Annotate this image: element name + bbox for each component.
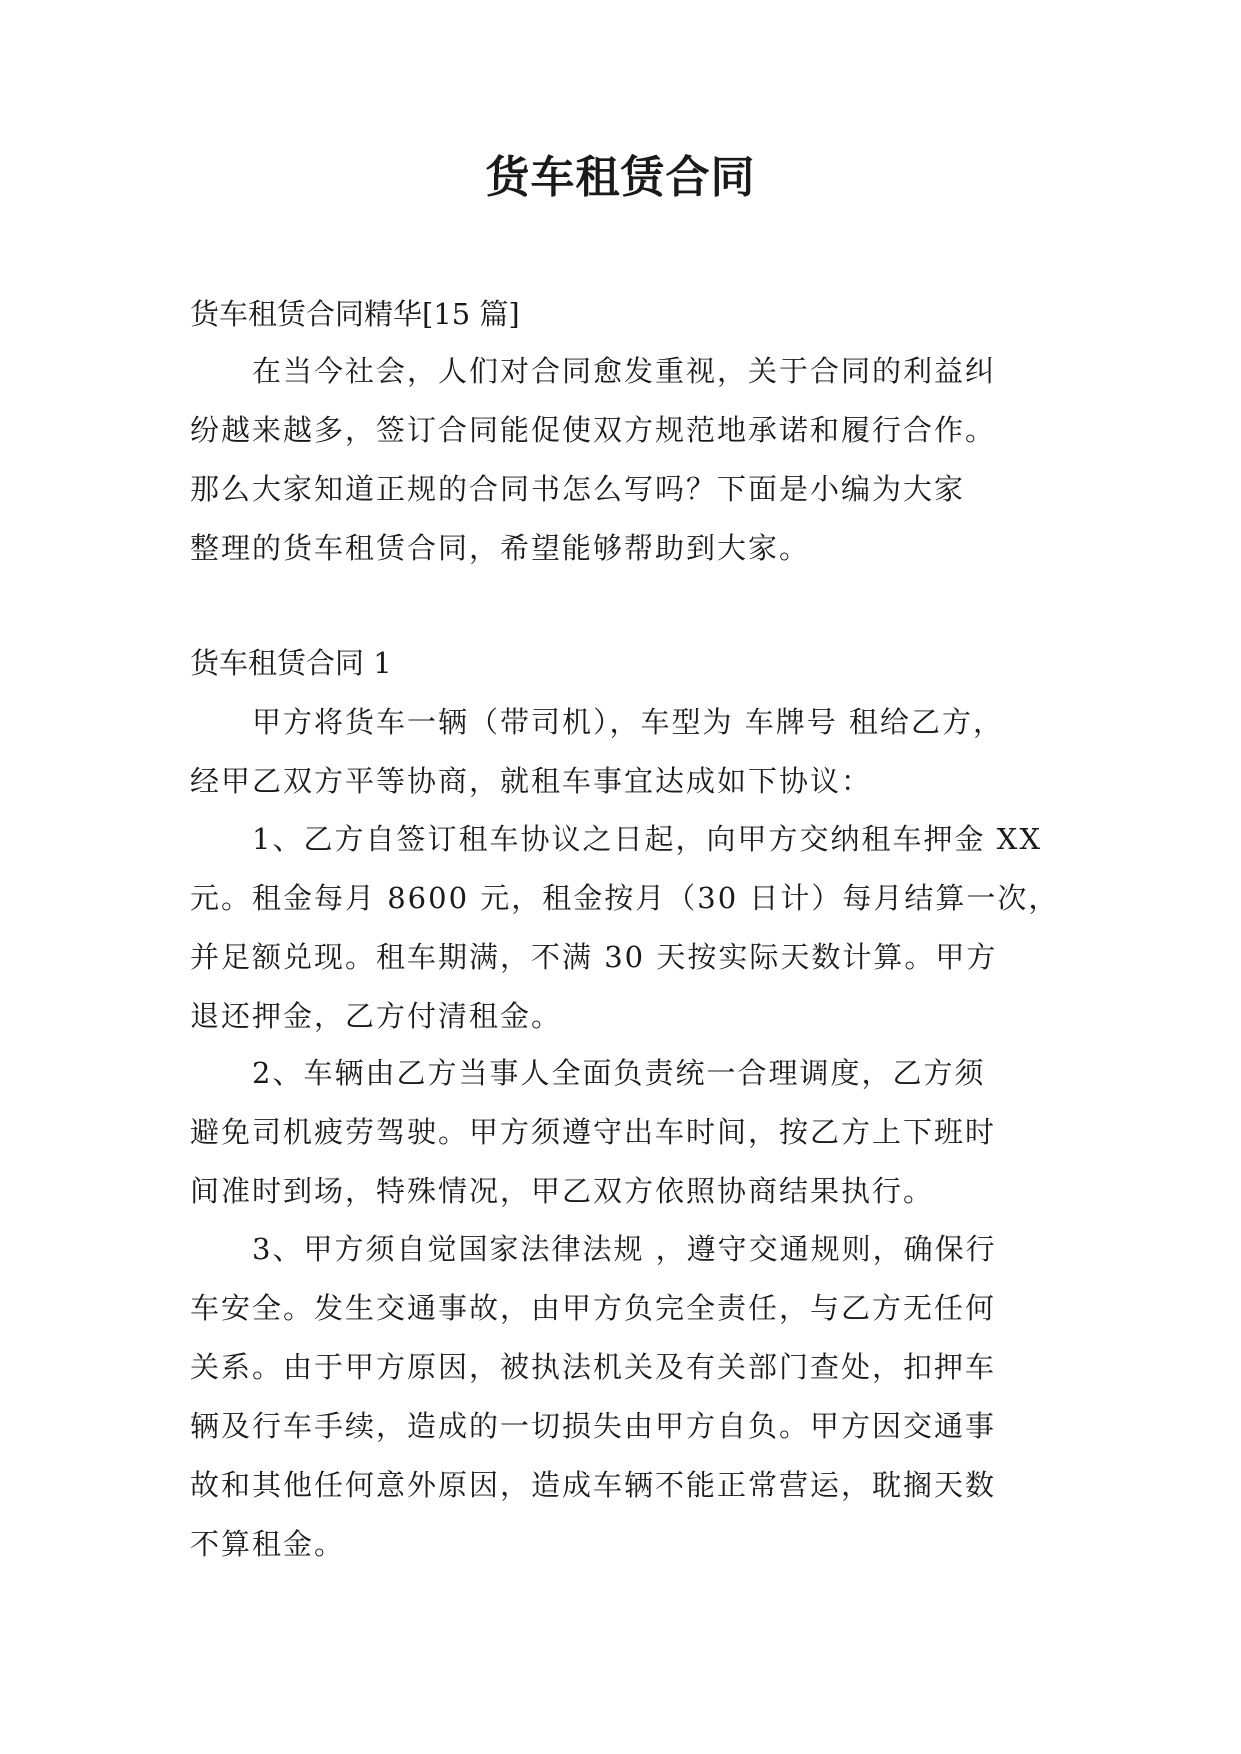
paragraph-line: 甲方将货车一辆（带司机），车型为 车牌号 租给乙方， — [252, 705, 1004, 739]
intro-paragraph — [190, 342, 1070, 578]
paragraph-line: 3、甲方须自觉国家法律法规 ，遵守交通规则，确保行 — [252, 1232, 997, 1266]
intro-line: 纷越来越多，签订合同能促使双方规范地承诺和履行合作。 — [190, 413, 997, 447]
paragraph-line: 元。租金每月 8600 元，租金按月（30 日计）每月结算一次， — [190, 881, 1060, 915]
paragraph-line: 间准时到场，特殊情况，甲乙双方依照协商结果执行。 — [190, 1174, 935, 1208]
paragraph-line: 关系。由于甲方原因，被执法机关及有关部门查处，扣押车 — [190, 1350, 997, 1384]
paragraph-line: 1、乙方自签订租车协议之日起，向甲方交纳租车押金 XX — [252, 822, 1042, 856]
intro-line: 整理的货车租赁合同，希望能够帮助到大家。 — [190, 531, 811, 565]
contract-clause-3 — [190, 1220, 1070, 1574]
intro-line: 那么大家知道正规的合同书怎么写吗？下面是小编为大家 — [190, 472, 966, 506]
paragraph-line: 经甲乙双方平等协商，就租车事宜达成如下协议： — [190, 764, 873, 798]
paragraph-line: 车安全。发生交通事故，由甲方负完全责任，与乙方无任何 — [190, 1291, 997, 1325]
paragraph-line: 辆及行车手续，造成的一切损失由甲方自负。甲方因交通事 — [190, 1409, 997, 1443]
paragraph-line: 退还押金，乙方付清租金。 — [190, 999, 563, 1033]
paragraph-line: 避免司机疲劳驾驶。甲方须遵守出车时间，按乙方上下班时 — [190, 1115, 997, 1149]
document-subtitle: 货车租赁合同精华[15 篇] — [190, 297, 520, 331]
paragraph-line: 并足额兑现。租车期满，不满 30 天按实际天数计算。甲方 — [190, 940, 998, 974]
contract-clause-2 — [190, 1044, 1070, 1221]
document-title: 货车租赁合同 — [485, 152, 756, 203]
paragraph-line: 不算租金。 — [190, 1527, 346, 1561]
intro-line: 在当今社会，人们对合同愈发重视，关于合同的利益纠 — [252, 354, 997, 388]
section-heading: 货车租赁合同 1 — [190, 646, 392, 680]
paragraph-line: 2、车辆由乙方当事人全面负责统一合理调度，乙方须 — [252, 1056, 986, 1090]
contract-clause-1 — [190, 810, 1070, 1046]
contract-paragraph-preamble — [190, 693, 1070, 811]
paragraph-line: 故和其他任何意外原因，造成车辆不能正常营运，耽搁天数 — [190, 1468, 997, 1502]
